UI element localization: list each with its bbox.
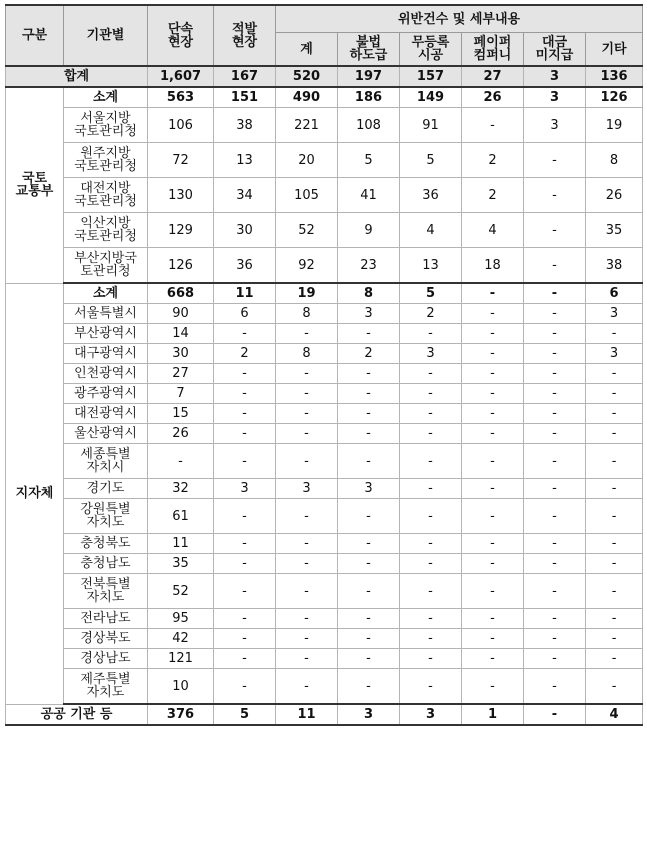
value-cell: - (400, 324, 462, 344)
value-cell: 92 (276, 248, 338, 284)
value-cell: - (400, 479, 462, 499)
value-cell: 91 (400, 108, 462, 143)
value-cell: - (338, 364, 400, 384)
table-row (6, 213, 643, 248)
header-category: 구분 (6, 5, 64, 66)
value-cell: - (462, 554, 524, 574)
value-cell: - (276, 609, 338, 629)
value-cell: - (214, 609, 276, 629)
value-cell: 106 (148, 108, 214, 143)
value-cell: 5 (400, 283, 462, 304)
value-cell: - (462, 108, 524, 143)
value-cell: - (524, 344, 586, 364)
value-cell: - (462, 283, 524, 304)
table-row (6, 304, 643, 324)
agency-name: 충청북도 (64, 534, 148, 554)
table-header (6, 5, 643, 66)
value-cell: - (586, 669, 643, 705)
table-row (6, 669, 643, 705)
value-cell: 3 (524, 108, 586, 143)
value-cell: - (586, 404, 643, 424)
value-cell: - (214, 574, 276, 609)
value-cell: - (524, 364, 586, 384)
value-cell: 2 (338, 344, 400, 364)
value-cell: - (276, 324, 338, 344)
agency-name: 서울지방 국토관리청 (64, 108, 148, 143)
value-cell: 520 (276, 66, 338, 87)
value-cell: 18 (462, 248, 524, 284)
value-cell: - (214, 404, 276, 424)
value-cell: - (214, 499, 276, 534)
table-row (6, 554, 643, 574)
value-cell: - (400, 534, 462, 554)
value-cell: - (400, 499, 462, 534)
agency-name: 부산지방국 토관리청 (64, 248, 148, 284)
header-inspected-sites: 단속 현장 (148, 5, 214, 66)
value-cell: - (586, 574, 643, 609)
value-cell: - (524, 424, 586, 444)
value-cell: - (524, 178, 586, 213)
value-cell: 27 (462, 66, 524, 87)
value-cell: 1 (462, 704, 524, 725)
value-cell: - (338, 534, 400, 554)
value-cell: - (462, 574, 524, 609)
table-row (6, 499, 643, 534)
value-cell: - (214, 649, 276, 669)
value-cell: 90 (148, 304, 214, 324)
value-cell: 8 (276, 344, 338, 364)
table-row (6, 609, 643, 629)
header-sub-illegal-subcontract: 불법 하도급 (338, 33, 400, 67)
value-cell: 9 (338, 213, 400, 248)
value-cell: 26 (462, 87, 524, 108)
value-cell: 129 (148, 213, 214, 248)
agency-name: 울산광역시 (64, 424, 148, 444)
value-cell: 8 (276, 304, 338, 324)
header-violation-sites: 적발 현장 (214, 5, 276, 66)
value-cell: - (586, 384, 643, 404)
value-cell: - (338, 444, 400, 479)
table-row (6, 479, 643, 499)
value-cell: 3 (338, 304, 400, 324)
value-cell: - (586, 609, 643, 629)
value-cell: 4 (400, 213, 462, 248)
value-cell: 30 (214, 213, 276, 248)
value-cell: - (524, 384, 586, 404)
value-cell: 3 (214, 479, 276, 499)
value-cell: - (586, 534, 643, 554)
value-cell: - (462, 609, 524, 629)
value-cell: 38 (586, 248, 643, 284)
value-cell: 2 (462, 143, 524, 178)
value-cell: 3 (524, 66, 586, 87)
value-cell: - (214, 364, 276, 384)
local-subtotal-row (6, 283, 643, 304)
value-cell: - (338, 384, 400, 404)
value-cell: - (214, 669, 276, 705)
value-cell: 2 (462, 178, 524, 213)
value-cell: - (462, 404, 524, 424)
value-cell: - (400, 404, 462, 424)
molit-subtotal-row (6, 87, 643, 108)
value-cell: - (400, 364, 462, 384)
table-row (6, 629, 643, 649)
value-cell: - (524, 444, 586, 479)
value-cell: - (214, 444, 276, 479)
value-cell: - (276, 384, 338, 404)
agency-name: 충청남도 (64, 554, 148, 574)
value-cell: 11 (214, 283, 276, 304)
value-cell: 6 (214, 304, 276, 324)
header-sub-unpaid: 대금 미지급 (524, 33, 586, 67)
header-sub-other: 기타 (586, 33, 643, 67)
value-cell: - (400, 649, 462, 669)
table-row (6, 424, 643, 444)
value-cell: - (524, 649, 586, 669)
value-cell: 668 (148, 283, 214, 304)
value-cell: - (462, 479, 524, 499)
value-cell: 36 (400, 178, 462, 213)
value-cell: 167 (214, 66, 276, 87)
header-violations-group: 위반건수 및 세부내용 (276, 5, 643, 33)
value-cell: 26 (148, 424, 214, 444)
value-cell: - (586, 324, 643, 344)
header-sub-unregistered: 무등록 시공 (400, 33, 462, 67)
value-cell: - (524, 143, 586, 178)
value-cell: - (524, 629, 586, 649)
agency-name: 경기도 (64, 479, 148, 499)
value-cell: - (400, 609, 462, 629)
value-cell: - (338, 499, 400, 534)
value-cell: 8 (338, 283, 400, 304)
value-cell: - (148, 444, 214, 479)
value-cell: - (524, 669, 586, 705)
value-cell: - (524, 554, 586, 574)
value-cell: - (462, 534, 524, 554)
value-cell: - (214, 554, 276, 574)
value-cell: 61 (148, 499, 214, 534)
table-body (6, 66, 643, 725)
value-cell: - (586, 554, 643, 574)
inspection-table (5, 4, 643, 726)
value-cell: - (338, 404, 400, 424)
group-local: 지자체 (6, 283, 64, 704)
value-cell: 8 (586, 143, 643, 178)
value-cell: 35 (148, 554, 214, 574)
value-cell: - (462, 444, 524, 479)
value-cell: - (524, 248, 586, 284)
value-cell: 13 (214, 143, 276, 178)
header-sub-total: 계 (276, 33, 338, 67)
value-cell: - (462, 499, 524, 534)
value-cell: - (400, 669, 462, 705)
value-cell: 52 (148, 574, 214, 609)
value-cell: - (462, 344, 524, 364)
table-row (6, 248, 643, 284)
value-cell: - (338, 609, 400, 629)
value-cell: 3 (400, 344, 462, 364)
table-row (6, 444, 643, 479)
value-cell: 151 (214, 87, 276, 108)
value-cell: - (524, 404, 586, 424)
value-cell: 121 (148, 649, 214, 669)
value-cell: 2 (214, 344, 276, 364)
value-cell: 34 (214, 178, 276, 213)
value-cell: - (462, 324, 524, 344)
value-cell: - (214, 629, 276, 649)
value-cell: 108 (338, 108, 400, 143)
value-cell: - (524, 499, 586, 534)
value-cell: 26 (586, 178, 643, 213)
value-cell: - (524, 213, 586, 248)
table-row (6, 178, 643, 213)
value-cell: - (214, 384, 276, 404)
value-cell: - (462, 384, 524, 404)
value-cell: 19 (586, 108, 643, 143)
value-cell: - (462, 424, 524, 444)
agency-name: 원주지방 국토관리청 (64, 143, 148, 178)
agency-name: 인천광역시 (64, 364, 148, 384)
value-cell: - (524, 704, 586, 725)
public-row (6, 704, 643, 725)
agency-name: 경상남도 (64, 649, 148, 669)
value-cell: 13 (400, 248, 462, 284)
value-cell: - (276, 364, 338, 384)
value-cell: 95 (148, 609, 214, 629)
value-cell: 52 (276, 213, 338, 248)
value-cell: 23 (338, 248, 400, 284)
value-cell: - (338, 324, 400, 344)
value-cell: - (524, 574, 586, 609)
agency-name: 전라남도 (64, 609, 148, 629)
value-cell: - (276, 499, 338, 534)
value-cell: 563 (148, 87, 214, 108)
value-cell: - (276, 444, 338, 479)
value-cell: 30 (148, 344, 214, 364)
table-row (6, 324, 643, 344)
value-cell: 3 (276, 479, 338, 499)
value-cell: - (338, 574, 400, 609)
value-cell: - (276, 669, 338, 705)
value-cell: - (524, 609, 586, 629)
table-row (6, 344, 643, 364)
value-cell: - (524, 479, 586, 499)
value-cell: 14 (148, 324, 214, 344)
value-cell: 19 (276, 283, 338, 304)
value-cell: 186 (338, 87, 400, 108)
table-row (6, 534, 643, 554)
value-cell: - (586, 364, 643, 384)
total-row (6, 66, 643, 87)
group-molit: 국토 교통부 (6, 87, 64, 283)
value-cell: - (462, 304, 524, 324)
value-cell: - (338, 424, 400, 444)
value-cell: - (462, 669, 524, 705)
value-cell: 4 (462, 213, 524, 248)
value-cell: 157 (400, 66, 462, 87)
value-cell: 15 (148, 404, 214, 424)
agency-name: 대구광역시 (64, 344, 148, 364)
value-cell: - (338, 649, 400, 669)
value-cell: 3 (338, 479, 400, 499)
value-cell: - (338, 554, 400, 574)
value-cell: 376 (148, 704, 214, 725)
value-cell: - (276, 424, 338, 444)
value-cell: 1,607 (148, 66, 214, 87)
value-cell: 2 (400, 304, 462, 324)
value-cell: 5 (214, 704, 276, 725)
value-cell: 6 (586, 283, 643, 304)
value-cell: 7 (148, 384, 214, 404)
value-cell: - (586, 499, 643, 534)
table-row (6, 649, 643, 669)
value-cell: - (586, 444, 643, 479)
value-cell: - (214, 324, 276, 344)
value-cell: 3 (400, 704, 462, 725)
table-row (6, 143, 643, 178)
value-cell: 3 (338, 704, 400, 725)
value-cell: 3 (586, 304, 643, 324)
total-label: 합계 (6, 66, 148, 87)
value-cell: 5 (400, 143, 462, 178)
value-cell: 105 (276, 178, 338, 213)
agency-name: 세종특별 자치시 (64, 444, 148, 479)
value-cell: 72 (148, 143, 214, 178)
value-cell: - (338, 629, 400, 649)
value-cell: - (524, 304, 586, 324)
value-cell: 11 (148, 534, 214, 554)
agency-name: 경상북도 (64, 629, 148, 649)
value-cell: - (400, 444, 462, 479)
value-cell: - (586, 649, 643, 669)
public-label: 공공 기관 등 (6, 704, 148, 725)
value-cell: - (214, 424, 276, 444)
value-cell: - (586, 479, 643, 499)
value-cell: 3 (524, 87, 586, 108)
value-cell: 149 (400, 87, 462, 108)
table-row (6, 384, 643, 404)
value-cell: - (338, 669, 400, 705)
value-cell: 126 (148, 248, 214, 284)
agency-name: 제주특별 자치도 (64, 669, 148, 705)
table-row (6, 404, 643, 424)
value-cell: - (462, 629, 524, 649)
value-cell: - (276, 534, 338, 554)
value-cell: - (586, 424, 643, 444)
table-row (6, 574, 643, 609)
agency-name: 강원특별 자치도 (64, 499, 148, 534)
value-cell: 20 (276, 143, 338, 178)
value-cell: - (524, 534, 586, 554)
subtotal-label: 소계 (64, 87, 148, 108)
value-cell: - (462, 364, 524, 384)
value-cell: 35 (586, 213, 643, 248)
agency-name: 부산광역시 (64, 324, 148, 344)
value-cell: 11 (276, 704, 338, 725)
agency-name: 서울특별시 (64, 304, 148, 324)
value-cell: - (462, 649, 524, 669)
value-cell: - (276, 629, 338, 649)
value-cell: 38 (214, 108, 276, 143)
subtotal-label: 소계 (64, 283, 148, 304)
value-cell: 126 (586, 87, 643, 108)
value-cell: 10 (148, 669, 214, 705)
table-row (6, 364, 643, 384)
value-cell: 4 (586, 704, 643, 725)
value-cell: 3 (586, 344, 643, 364)
header-agency: 기관별 (64, 5, 148, 66)
value-cell: 197 (338, 66, 400, 87)
agency-name: 대전광역시 (64, 404, 148, 424)
value-cell: - (400, 384, 462, 404)
value-cell: 36 (214, 248, 276, 284)
value-cell: - (586, 629, 643, 649)
value-cell: - (276, 649, 338, 669)
value-cell: 490 (276, 87, 338, 108)
agency-name: 전북특별 자치도 (64, 574, 148, 609)
value-cell: - (276, 574, 338, 609)
value-cell: 136 (586, 66, 643, 87)
value-cell: 32 (148, 479, 214, 499)
value-cell: - (400, 554, 462, 574)
agency-name: 광주광역시 (64, 384, 148, 404)
agency-name: 대전지방 국토관리청 (64, 178, 148, 213)
value-cell: - (400, 424, 462, 444)
value-cell: 130 (148, 178, 214, 213)
value-cell: - (276, 554, 338, 574)
value-cell: - (276, 404, 338, 424)
value-cell: 41 (338, 178, 400, 213)
value-cell: 27 (148, 364, 214, 384)
value-cell: - (400, 574, 462, 609)
value-cell: - (524, 283, 586, 304)
value-cell: - (524, 324, 586, 344)
value-cell: 221 (276, 108, 338, 143)
header-sub-paper-company: 페이퍼 컴퍼니 (462, 33, 524, 67)
agency-name: 익산지방 국토관리청 (64, 213, 148, 248)
value-cell: - (400, 629, 462, 649)
table-row (6, 108, 643, 143)
value-cell: - (214, 534, 276, 554)
value-cell: 5 (338, 143, 400, 178)
value-cell: 42 (148, 629, 214, 649)
